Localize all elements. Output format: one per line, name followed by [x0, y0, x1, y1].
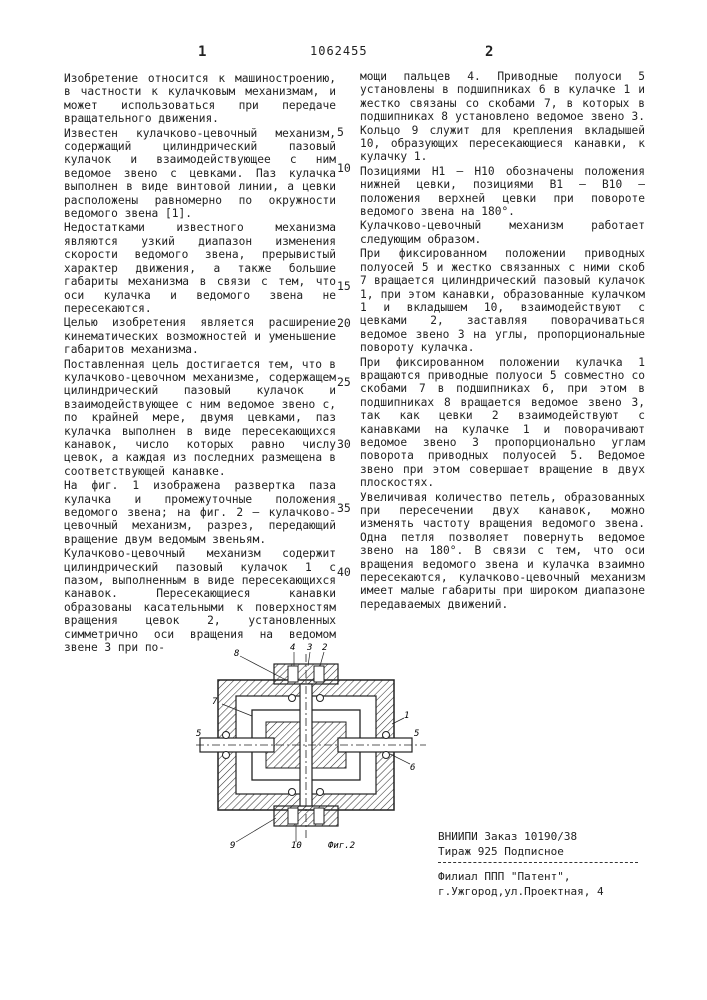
line-number: 35	[337, 501, 351, 515]
fig-label: 5	[196, 729, 201, 739]
paragraph: Известен кулачково-цевочный механизм, содержащий цилиндрический пазовый кулачок и взаимодействующее с ним ведомое звено с цевками. Паз кулачка выполнен в виде винтовой линии, а цевки расположены равномерно по окружности ведомого звена [1].	[64, 127, 336, 221]
page-number-right: 2	[485, 44, 493, 60]
fig-label: 3	[306, 643, 312, 653]
fig-label: 1	[404, 711, 409, 721]
paragraph: Изобретение относится к машиностроению, в частности к кулачковым механизмам, и может использоваться при передаче вращательного движения.	[64, 72, 336, 126]
fig-label: 5	[414, 729, 419, 739]
fig-label: 8	[234, 649, 239, 659]
left-column	[64, 72, 336, 655]
imprint-divider	[438, 862, 638, 863]
patent-number: 1062455	[310, 44, 368, 58]
fig-label: 4	[290, 643, 295, 653]
line-number: 5	[337, 125, 344, 139]
paragraph: При фиксированном положении кулачка 1 вращаются приводные полуоси 5 совместно со скобами 7 в подшипниках 6, при этом в подшипниках 8 вращается ведомое звено 3, так как цевки 2 взаимодействуют с канавками на кулачке 1 и поворачивают ведомое звено 3 пропорционально углам поворота приводных полуосей 5. Ведомое звено при этом совершает вращение в двух плоскостях.	[360, 356, 645, 490]
fig-label: 2	[322, 643, 327, 653]
line-number: 15	[337, 279, 351, 293]
figure-caption: Фиг.2	[328, 841, 355, 850]
imprint-line: Тираж 925 Подписное	[438, 845, 564, 858]
line-number: 10	[337, 161, 351, 175]
right-column	[360, 70, 645, 612]
line-number: 40	[337, 565, 351, 579]
imprint-line: г.Ужгород,ул.Проектная, 4	[438, 885, 604, 898]
paragraph: Целью изобретения является расширение кинематических возможностей и уменьшение габаритов механизма.	[64, 316, 336, 356]
mechanism-drawing	[196, 640, 426, 850]
paragraph: мощи пальцев 4. Приводные полуоси 5 установлены в подшипниках 6 в кулачке 1 и жестко связаны со скобами 7, в которых в подшипниках 8 установлено ведомое звено 3. Кольцо 9 служит для крепления вкладышей 10, образующих пересекающиеся канавки, к кулачку 1.	[360, 70, 645, 164]
paragraph: При фиксированном положении приводных полуосей 5 и жестко связанных с ними скоб 7 вращается цилиндрический пазовый кулачок 1, при этом канавки, образованные кулачком 1 и вкладышем 10, взаимодействуют с цевками 2, заставляя поворачиваться ведомое звено 3 на углы, пропорциональные повороту кулачка.	[360, 247, 645, 354]
fig-label: 9	[230, 841, 235, 850]
paragraph: Увеличивая количество петель, образованных при пересечении двух канавок, можно изменять частоту вращения ведомого звена. Одна петля позволяет повернуть ведомое звено на 180°. В связи с тем, что оси вращения ведомого звена и кулачка взаимно пересекаются, кулачково-цевочный механизм имеет малые габариты при широком диапазоне передаваемых движений.	[360, 491, 645, 612]
line-number: 25	[337, 375, 351, 389]
fig-label: 7	[212, 697, 218, 707]
fig-label: 10	[291, 841, 302, 850]
paragraph: Недостатками известного механизма являются узкий диапазон изменения скорости ведомого звена, прерывистый характер движения, а также большие габариты механизма в связи с тем, что оси кулачка и ведомого звена не пересекаются.	[64, 221, 336, 315]
imprint-line: Филиал ППП "Патент",	[438, 870, 570, 883]
fig-label: 6	[410, 763, 415, 773]
imprint-line: ВНИИПИ Заказ 10190/38	[438, 830, 577, 843]
paragraph: Кулачково-цевочный механизм работает следующим образом.	[360, 219, 645, 246]
paragraph: На фиг. 1 изображена развертка паза кулачка и промежуточные положения ведомого звена; на фиг. 2 – кулачково-цевочный механизм, разрез, передающий вращение двум ведомым звеньям.	[64, 479, 336, 546]
line-number: 30	[337, 437, 351, 451]
paragraph: Кулачково-цевочный механизм содержит цилиндрический пазовый кулачок 1 с пазом, выполненным в виде пересекающихся канавок. Пересекающиеся канавки образованы касательными к поверхностям вращения цевок 2, установленных симметрично оси вращения на ведомом звене 3 при по-	[64, 547, 336, 654]
paragraph: Поставленная цель достигается тем, что в кулачково-цевочном механизме, содержащем цилиндрический пазовый кулачок и взаимодействующее с ним ведомое звено с, по крайней мере, двумя цевками, паз кулачка выполнен в виде пересекающихся канавок, число которых равно числу цевок, а каждая из последних размещена в соответствующей канавке.	[64, 358, 336, 479]
line-number: 20	[337, 316, 351, 330]
page-number-left: 1	[198, 44, 206, 60]
paragraph: Позициями Н1 – Н10 обозначены положения нижней цевки, позициями В1 – В10 – положения верхней цевки при повороте ведомого звена на 180°.	[360, 165, 645, 219]
